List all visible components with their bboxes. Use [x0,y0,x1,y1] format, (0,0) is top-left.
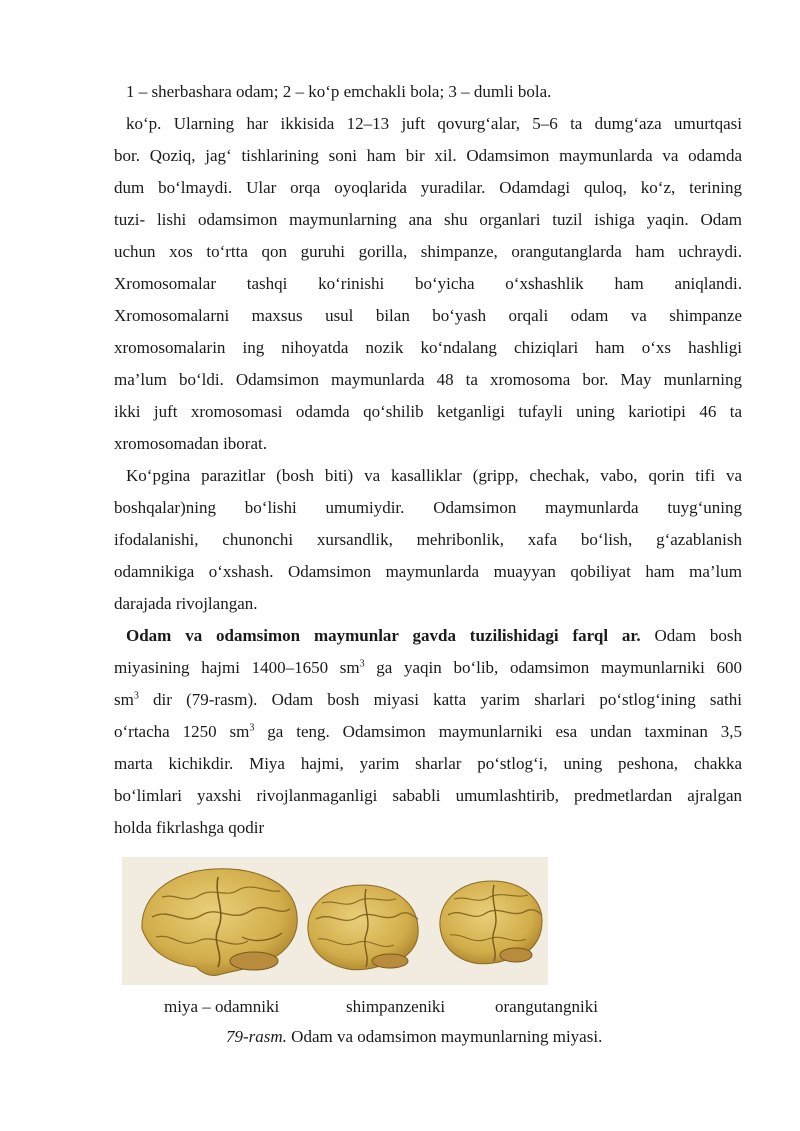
paragraph-text: o‘rtacha 1250 sm [114,722,250,741]
paragraph-line: marta kichikdir. Miya hajmi, yarim sharlar po‘stlog‘i, uning peshona, chakka [114,754,742,773]
paragraph-line: Ko‘pgina parazitlar (bosh biti) va kasalliklar (gripp, chechak, vabo, qorin tifi va [126,466,742,485]
paragraph-line: dum bo‘lmaydi. Ular orqa oyoqlarida yuradilar. Odamdagi quloq, ko‘z, terining [114,178,742,197]
figure-legend-line: 1 – sherbashara odam; 2 – ko‘p emchakli bola; 3 – dumli bola. [126,82,552,101]
superscript: 3 [133,690,139,702]
text-body [114,76,742,844]
paragraph-line: darajada rivojlangan. [114,594,258,613]
paragraph-text: miyasining hajmi 1400–1650 sm [114,658,360,677]
paragraph-text: sm [114,690,134,709]
figure-caption-text: Odam va odamsimon maymunlarning miyasi. [286,1027,603,1046]
paragraph-line: odamnikiga o‘xshash. Odamsimon maymunlarda muayyan qobiliyat ham ma’lum [114,562,742,581]
paragraph-text: ga teng. Odamsimon maymunlarniki esa undan taxminan 3,5 [254,722,742,741]
paragraph-line: bo‘limlari yaxshi rivojlanmaganligi sababli umumlashtirib, predmetlardan ajralgan [114,786,742,805]
superscript: 3 [359,658,365,670]
paragraph-line: uchun xos to‘rtta qon guruhi gorilla, shimpanze, orangutanglarda ham uchraydi. [114,242,742,261]
paragraph-text: ga yaqin bo‘lib, odamsimon maymunlarniki 600 [364,658,743,677]
orangutan-brain [440,881,542,964]
paragraph-line: holda fikrlashga qodir [114,818,265,837]
superscript: 3 [249,722,255,734]
paragraph-text: Odam bosh [640,626,743,645]
paragraph-line: boshqalar)ning bo‘lishi umumiydir. Odamsimon maymunlarda tuyg‘uning [114,498,742,517]
paragraph-line: Xromosomalar tashqi ko‘rinishi bo‘yicha o‘xshashlik ham aniqlandi. [114,274,742,293]
paragraph-line: ikki juft xromosomasi odamda qo‘shilib ketganligi tufayli uning kariotipi 46 ta [114,402,742,421]
paragraph-line [114,716,742,748]
figure-label-human: miya – odamniki [164,997,280,1016]
chimpanzee-brain [308,885,418,970]
paragraph-line: ma’lum bo‘ldi. Odamsimon maymunlarda 48 ta xromosoma bor. May munlarning [114,370,742,389]
paragraph-line: tuzi- lishi odamsimon maymunlarning ana shu organlari tuzil ishiga yaqin. Odam [114,210,742,229]
figure-label-orangutan: orangutangniki [495,997,598,1016]
paragraph-line: xromosomalarin ing nihoyatda nozik ko‘ndalang chiziqlari ham o‘xs hashligi [114,338,742,357]
paragraph-text: dir (79-rasm). Odam bosh miyasi katta yarim sharlari po‘stlog‘ining sathi [138,690,742,709]
paragraph-line [114,620,742,652]
section-heading: Odam va odamsimon maymunlar gavda tuzilishidagi farql ar. [126,626,641,645]
paragraph-line: Xromosomalarni maxsus usul bilan bo‘yash orqali odam va shimpanze [114,306,742,325]
human-brain [142,869,297,976]
paragraph-line [114,684,742,716]
paragraph-line: ifodalanishi, chunonchi xursandlik, mehribonlik, xafa bo‘lish, g‘azablanish [114,530,742,549]
paragraph-line: xromosomadan iborat. [114,434,267,453]
figure-label-chimpanzee: shimpanzeniki [346,997,446,1016]
paragraph-line [114,652,742,684]
figure-number: 79-rasm. [226,1027,287,1046]
paragraph-line: ko‘p. Ularning har ikkisida 12–13 juft qovurg‘alar, 5–6 ta dumg‘aza umurtqasi [126,114,742,133]
brain-illustration [122,857,548,985]
brain-figure [122,857,548,985]
figure-caption [226,1025,602,1049]
paragraph-line: bor. Qoziq, jag‘ tishlarining soni ham bir xil. Odamsimon maymunlarda va odamda [114,146,742,165]
